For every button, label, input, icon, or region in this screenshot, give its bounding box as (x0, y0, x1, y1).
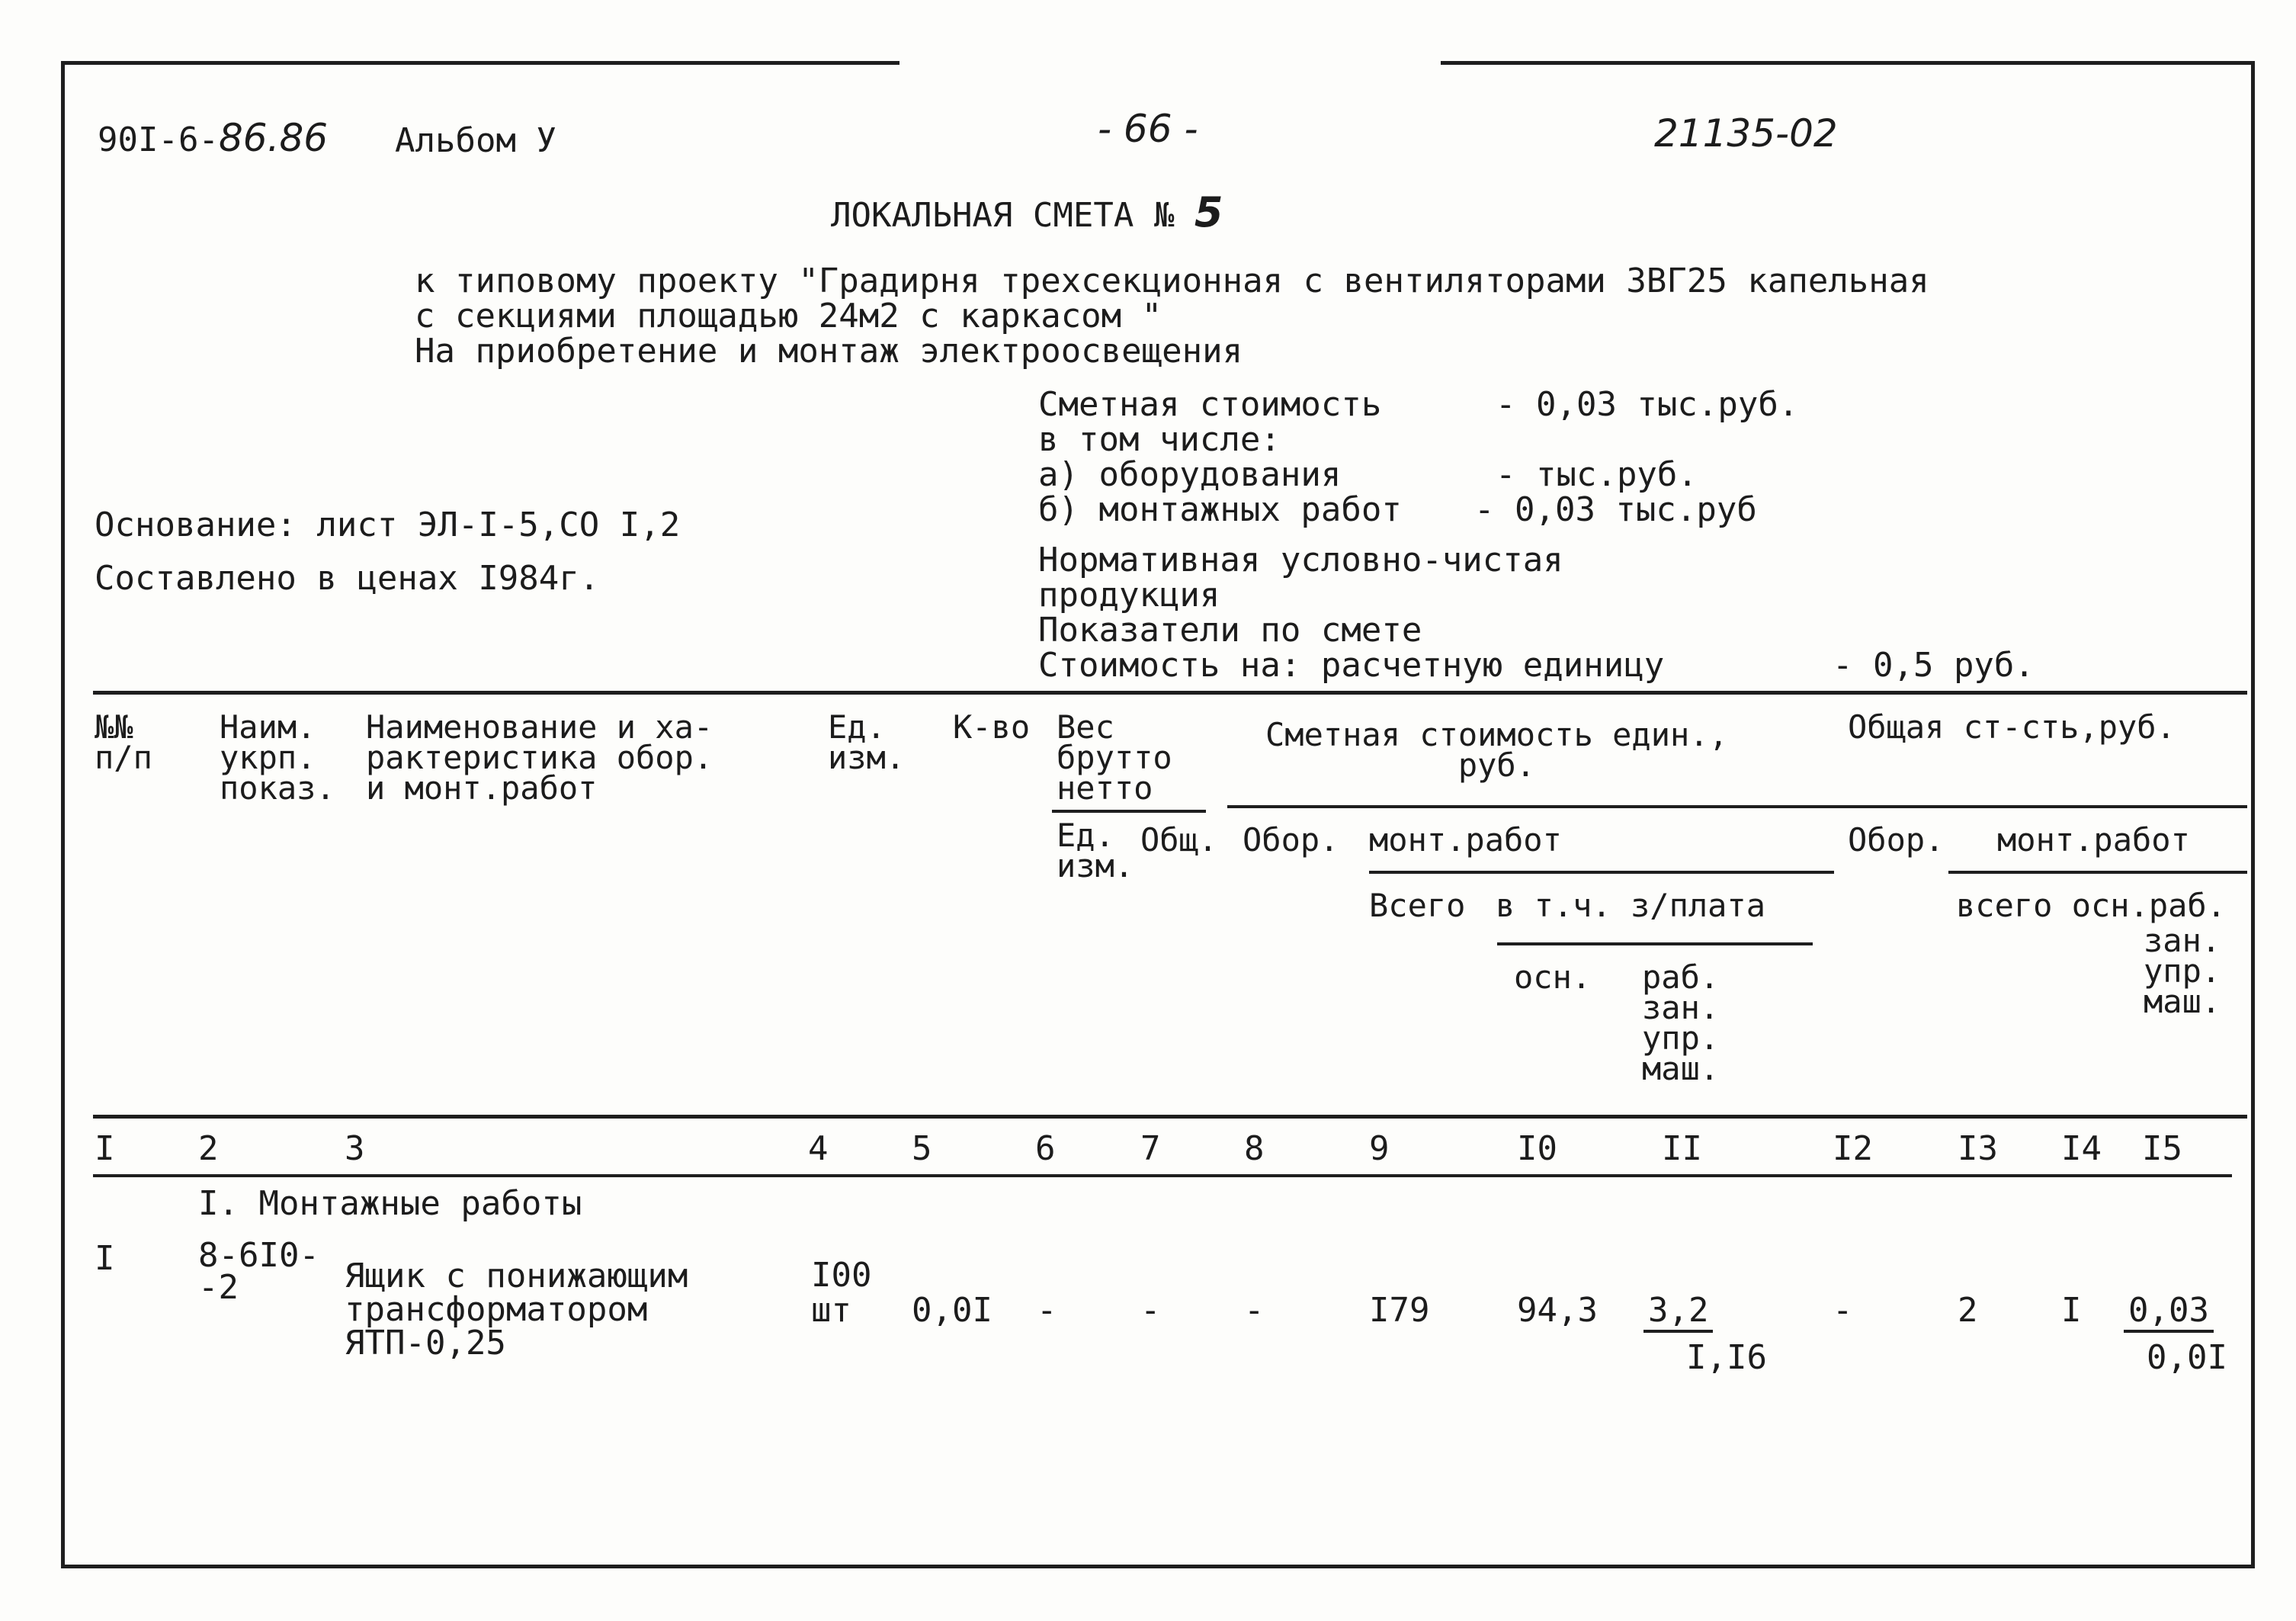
header-total-machine: зан. упр. маш. (2144, 922, 2221, 1020)
header-weight-total: Общ. (1140, 821, 1218, 859)
album-label: Альбом У (395, 121, 556, 160)
row-number: I (95, 1239, 115, 1278)
installation-cost-value: - 0,03 тыс.руб (1474, 490, 1757, 529)
row-quantity: 0,0I (912, 1291, 992, 1330)
column-number-15: I5 (2142, 1129, 2182, 1168)
normative-label-2: продукция (1038, 576, 1220, 615)
section-title: I. Монтажные работы (198, 1184, 582, 1223)
unit-cost-value: - 0,5 руб. (1833, 646, 2035, 685)
project-number: 21135-02 (1654, 111, 1838, 156)
equipment-cost-label: а) оборудования (1038, 455, 1342, 494)
column-number-6: 6 (1035, 1129, 1056, 1168)
row-weight-total: - (1140, 1291, 1161, 1330)
column-number-9: 9 (1369, 1129, 1390, 1168)
row-machine-total: 3,2 (1643, 1293, 1713, 1328)
doc-code: 90I-6-86.86 (98, 116, 329, 160)
row-total-equipment: - (1833, 1291, 1853, 1330)
document-title: ЛОКАЛЬНАЯ СМЕТА № 5 (831, 188, 1223, 236)
basis-line: Основание: лист ЭЛ-I-5,СО I,2 (95, 506, 681, 544)
header-total-equipment: Обор. (1848, 821, 1945, 859)
column-number-8: 8 (1244, 1129, 1265, 1168)
header-col-name: Наименование и ха- рактеристика обор. и монт.работ (366, 708, 713, 807)
column-number-2: 2 (198, 1129, 219, 1168)
unit-cost-label: Стоимость на: расчетную единицу (1038, 646, 1665, 685)
column-number-14: I4 (2061, 1129, 2102, 1168)
subtitle-line2: с секциями площадью 24м2 с каркасом " (415, 297, 1162, 335)
row-total-machine-wage: 0,0I (2147, 1338, 2227, 1377)
header-unit-total: Всего (1369, 887, 1466, 924)
subtitle-line3: На приобретение и монтаж электроосвещения (415, 332, 1243, 371)
equipment-cost-value: - тыс.руб. (1496, 455, 1698, 494)
row-name: Ящик с понижающим трансформатором ЯТП-0,25 (345, 1257, 688, 1363)
header-bottom-rule (93, 1115, 2247, 1119)
header-unit-machine: раб. зан. упр. маш. (1642, 958, 1720, 1087)
column-number-7: 7 (1140, 1129, 1161, 1168)
top-border-right (1441, 61, 2251, 65)
install-subgroup-rule (1369, 871, 1834, 874)
estimated-cost-label: Сметная стоимость (1038, 385, 1382, 424)
row-total-install: 2 (1958, 1291, 1978, 1330)
top-border (61, 61, 899, 65)
column-number-4: 4 (808, 1129, 829, 1168)
wage-subgroup-rule (1497, 942, 1813, 945)
column-number-12: I2 (1833, 1129, 1873, 1168)
header-col-number: №№ п/п (95, 708, 152, 776)
weight-netto-rule (1052, 810, 1206, 813)
column-number-13: I3 (1958, 1129, 1998, 1168)
header-col-code: Наим. укрп. показ. (220, 708, 335, 807)
header-col-quantity: К-во (953, 708, 1031, 746)
row-total-basic: I (2061, 1291, 2082, 1330)
cost-group-rule (1227, 805, 2247, 808)
header-unit-equipment: Обор. (1243, 821, 1339, 859)
header-total-cost-group: Общая ст-сть,руб. (1848, 708, 2176, 746)
prices-year-line: Составлено в ценах I984г. (95, 559, 600, 598)
row-weight-unit: - (1037, 1291, 1057, 1330)
column-numbers-rule (93, 1174, 2232, 1177)
row-total-machine: 0,03 (2124, 1293, 2214, 1328)
installation-cost-label: б) монтажных работ (1038, 490, 1402, 529)
header-col-weight: Вес брутто нетто (1057, 708, 1172, 807)
row-equipment: - (1244, 1291, 1265, 1330)
column-number-10: I0 (1517, 1129, 1557, 1168)
normative-label-1: Нормативная условно-чистая (1038, 541, 1563, 579)
table-top-rule (93, 691, 2247, 695)
header-unit-basic-wage: осн. (1514, 958, 1592, 996)
including-label: в том числе: (1038, 420, 1281, 459)
header-total-all-basic: всего осн.раб. (1956, 887, 2227, 924)
column-number-3: 3 (345, 1129, 365, 1168)
estimated-cost-value: - 0,03 тыс.руб. (1496, 385, 1799, 424)
column-number-11: II (1662, 1129, 1702, 1168)
row-wage-basic: 94,3 (1517, 1291, 1598, 1330)
row-machine-wage: I,I6 (1686, 1338, 1767, 1377)
header-weight-unit: Ед. изм. (1057, 817, 1134, 884)
row-install-total: I79 (1369, 1291, 1430, 1330)
row-unit: I00 шт (811, 1256, 872, 1330)
header-unit-cost-group: Сметная стоимость един., руб. (1265, 716, 1728, 784)
header-unit-incl-wage: в т.ч. з/плата (1496, 887, 1766, 924)
header-unit-install: монт.работ (1369, 821, 1562, 859)
total-install-rule (1948, 871, 2247, 874)
page-number: - 66 - (1098, 107, 1198, 151)
column-number-5: 5 (912, 1129, 932, 1168)
header-col-unit: Ед. изм. (828, 708, 906, 776)
row-code: 8-6I0- -2 (198, 1236, 319, 1307)
indicators-label: Показатели по смете (1038, 611, 1422, 650)
header-total-install: монт.работ (1997, 821, 2190, 859)
subtitle-line1: к типовому проекту "Градирня трехсекционная с вентиляторами 3ВГ25 капельная (415, 262, 1929, 300)
column-number-1: I (95, 1129, 115, 1168)
